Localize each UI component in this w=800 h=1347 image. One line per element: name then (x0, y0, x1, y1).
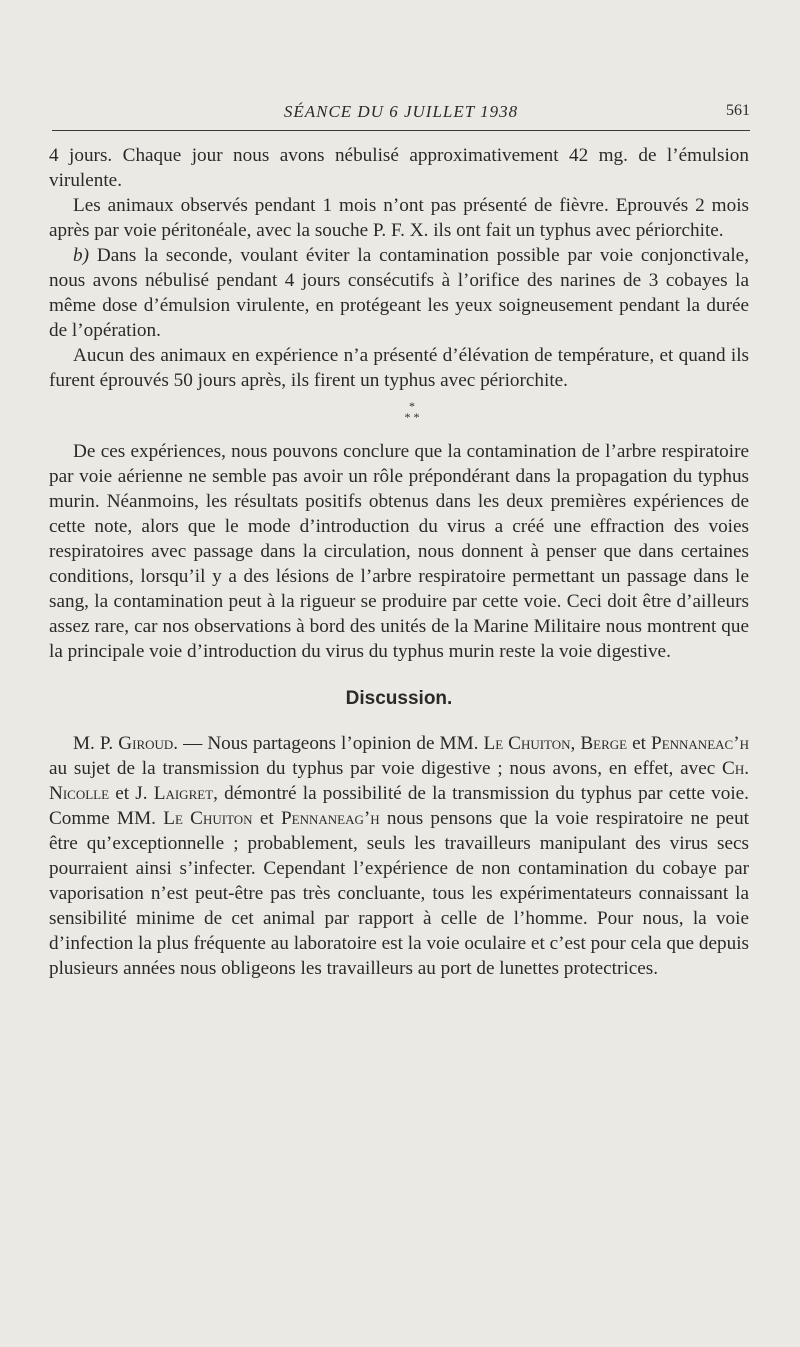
paragraph-continuation: 4 jours. Chaque jour nous avons nébulisé approximativement 42 mg. de l’émulsion virulente. (49, 145, 749, 191)
author-name: Pennaneag’h (280, 808, 380, 829)
speaker-name: M. P. Giroud. (73, 733, 179, 754)
paragraph-discussion (49, 731, 749, 981)
section-separator (49, 401, 749, 423)
paragraph-observation: Les animaux observés pendant 1 mois n’ont pas présenté de fièvre. Eprouvés 2 mois après par voie péritonéale, avec la souche P. F. X. ils ont fait un typhus avec périorchite. (49, 195, 749, 241)
author-name: J. Laigret (135, 783, 214, 804)
discussion-text-8: nous pensons que la voie respiratoire ne peut être qu’exceptionnelle ; probablement, seuls les travailleurs manipulant des virus secs pourraient ainsi s’infecter. Cependant l’expérience de non contamination du cobaye par vaporisation n’est peut-être pas très concluante, tous les expérimentateurs connaissant la sensibilité minime de cet animal par rapport à celle de l’homme. Pour nous, la voie d’infection la plus fréquente au laboratoire est la voie oculaire et c’est pour cela que depuis plusieurs années nous obligeons les travailleurs au port de lunettes protectrices. (49, 808, 749, 979)
discussion-text-1: Nous partageons l’opinion de MM. (207, 733, 484, 754)
experiment-b-text: Dans la seconde, voulant éviter la contamination possible par voie conjonctivale, nous avons nébulisé pendant 4 jours consécutifs à l’orifice des narines de 3 cobayes la même dose d’émulsion virulente, en protégeant les yeux soigneusement pendant la durée de l’opération. (49, 245, 749, 341)
discussion-heading: Discussion. (345, 688, 453, 709)
discussion-text-7: et (252, 808, 281, 829)
paragraph-result: Aucun des animaux en expérience n’a présenté d’élévation de température, et quand ils furent éprouvés 50 jours après, ils firent un typhus avec périorchite. (49, 345, 749, 391)
speaker-dash: — (178, 733, 208, 754)
discussion-text-6: , démontré la possibilité de la transmission du typhus par cette voie. Comme MM. (49, 783, 749, 829)
author-name: Le Chuiton (163, 808, 253, 829)
paragraph-conclusion: De ces expériences, nous pouvons conclure que la contamination de l’arbre respiratoire par voie aérienne ne semble pas avoir un rôle prépondérant dans la propagation du typhus murin. Néanmoins, les résultats positifs obtenus dans les deux premières expériences de cette note, alors que le mode d’introduction du virus a créé une effraction des voies respiratoires avec passage dans la circulation, nous donnent à penser que dans certaines conditions, lorsqu’il y a des lésions de l’arbre respiratoire permettant un passage dans le sang, la contamination peut à la rigueur se produire par cette voie. Ceci doit être d’ailleurs assez rare, car nos observations à bord des unités de la Marine Militaire nous montrent que la principale voie d’introduction du virus du typhus murin reste la voie digestive. (49, 441, 749, 662)
author-name: Le Chuiton (483, 733, 571, 754)
separator-top-star: * (409, 399, 415, 413)
author-name: Pennaneac’h (651, 733, 749, 754)
item-label: b) (73, 245, 89, 266)
page-number: 561 (726, 102, 750, 119)
separator-bottom-stars: * * (404, 410, 420, 424)
author-name: Berge (580, 733, 628, 754)
article-body (49, 143, 749, 981)
discussion-text-5: et (109, 783, 136, 804)
header-rule (52, 130, 750, 131)
discussion-text-3: et (627, 733, 652, 754)
header-title: SÉANCE DU 6 JUILLET 1938 (283, 102, 519, 121)
author-name: Ch. Nicolle (49, 758, 749, 804)
paragraph-experiment-b (49, 243, 749, 343)
running-header (52, 100, 750, 126)
discussion-text-2: , (570, 733, 581, 754)
discussion-text-4: au sujet de la transmission du typhus par voie digestive ; nous avons, en effet, avec (49, 758, 723, 779)
